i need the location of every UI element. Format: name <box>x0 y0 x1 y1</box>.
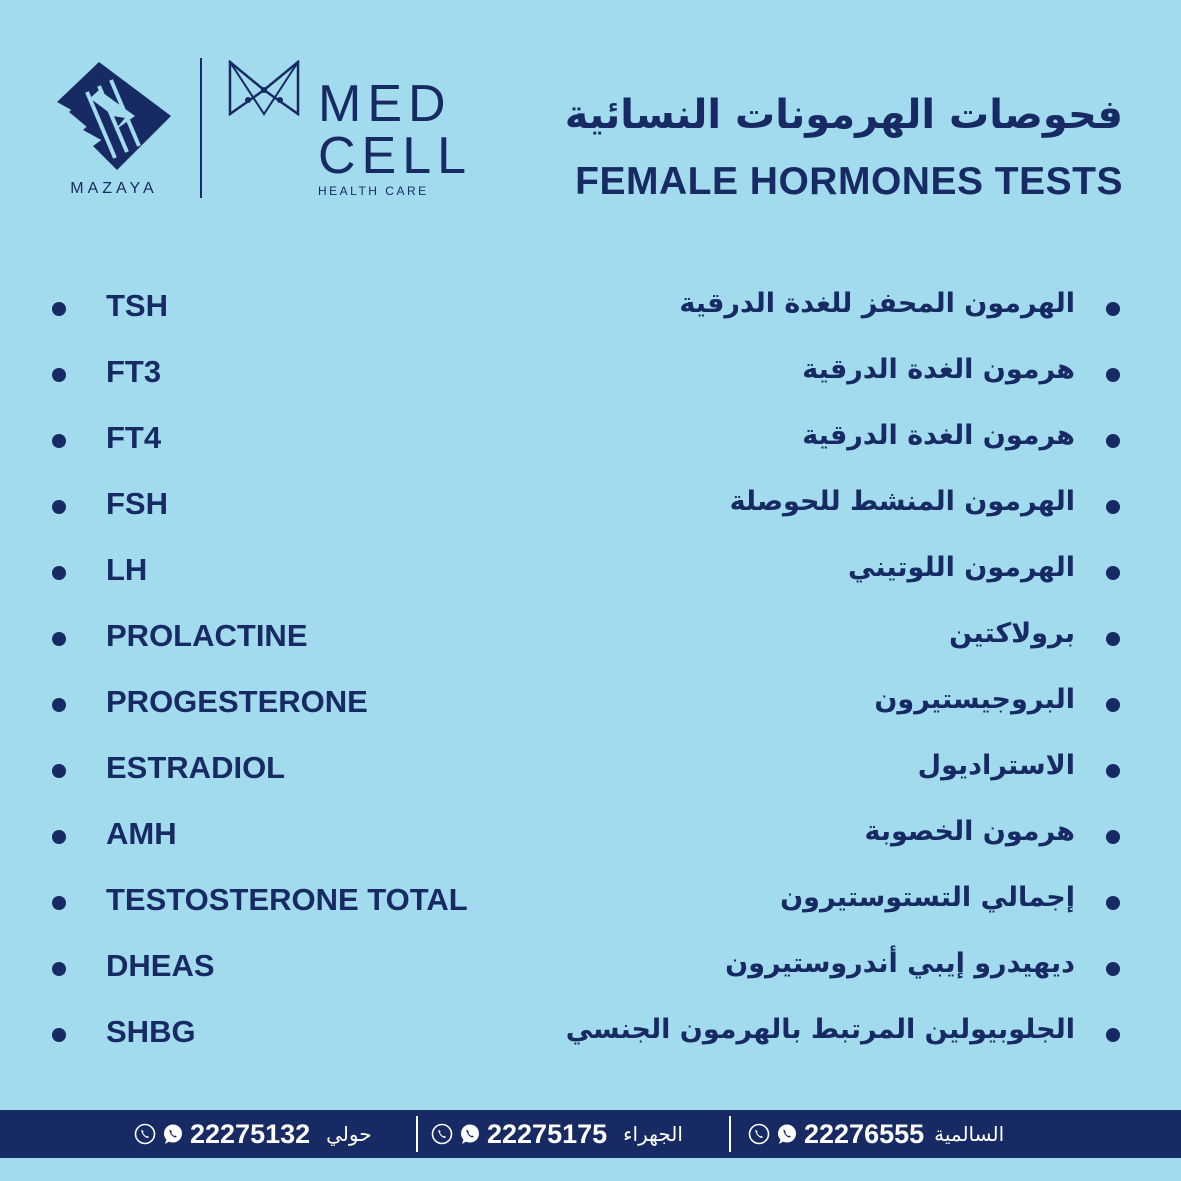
list-item <box>0 604 1181 664</box>
test-name-english: FT4 <box>106 420 162 455</box>
bullet-icon <box>1106 566 1120 580</box>
test-name-english: TSH <box>106 288 168 323</box>
list-item <box>0 538 1181 598</box>
header <box>0 0 1181 230</box>
list-item <box>0 406 1181 466</box>
list-item <box>0 340 1181 400</box>
medcell-wordmark-cell: CELL <box>318 127 473 185</box>
test-name-arabic: الهرمون اللوتيني <box>848 552 1075 583</box>
list-item <box>0 670 1181 730</box>
medcell-tagline: HEALTH CARE <box>318 184 429 198</box>
bullet-icon <box>1106 764 1120 778</box>
test-name-english: DHEAS <box>106 948 215 983</box>
bullet-icon <box>52 962 66 976</box>
bullet-icon <box>52 302 66 316</box>
logo-divider <box>200 58 202 198</box>
whatsapp-icon[interactable] <box>776 1123 798 1145</box>
test-name-arabic: الاستراديول <box>917 750 1075 781</box>
test-name-english: FSH <box>106 486 168 521</box>
test-name-arabic: الجلوبيولين المرتبط بالهرمون الجنسي <box>565 1014 1075 1045</box>
medcell-butterfly-icon <box>228 60 300 116</box>
bullet-icon <box>52 764 66 778</box>
test-name-english: LH <box>106 552 148 587</box>
bullet-icon <box>1106 896 1120 910</box>
bullet-icon <box>52 434 66 448</box>
list-item <box>0 868 1181 928</box>
list-item <box>0 274 1181 334</box>
mazaya-wordmark: MAZAYA <box>70 180 158 197</box>
page-title-arabic: فحوصات الهرمونات النسائية <box>564 92 1123 138</box>
test-name-arabic: هرمون الغدة الدرقية <box>802 354 1075 385</box>
bullet-icon <box>52 368 66 382</box>
branch-jahra <box>431 1110 683 1158</box>
mazaya-logo <box>55 62 173 202</box>
bullet-icon <box>1106 962 1120 976</box>
list-item <box>0 934 1181 994</box>
test-name-arabic: هرمون الخصوبة <box>864 816 1075 847</box>
test-name-arabic: برولاكتين <box>949 618 1075 649</box>
list-item <box>0 736 1181 796</box>
branch-phone[interactable]: 22275132 <box>190 1118 311 1149</box>
phone-icon[interactable] <box>431 1123 453 1145</box>
test-name-english: ESTRADIOL <box>106 750 286 785</box>
medcell-logo <box>226 58 473 203</box>
bullet-icon <box>1106 830 1120 844</box>
list-item <box>0 1000 1181 1060</box>
bullet-icon <box>52 500 66 514</box>
test-name-english: TESTOSTERONE TOTAL <box>106 882 468 917</box>
footer-divider <box>729 1116 731 1152</box>
test-name-english: AMH <box>106 816 177 851</box>
bullet-icon <box>52 698 66 712</box>
phone-icon[interactable] <box>134 1123 156 1145</box>
branch-salmiya <box>748 1110 1004 1158</box>
bullet-icon <box>1106 500 1120 514</box>
branch-name: حولي <box>326 1122 372 1146</box>
branch-phone[interactable]: 22276555 <box>804 1118 925 1149</box>
branch-name: السالمية <box>934 1122 1005 1146</box>
bullet-icon <box>1106 368 1120 382</box>
test-name-english: SHBG <box>106 1014 196 1049</box>
test-name-english: PROLACTINE <box>106 618 308 653</box>
test-name-arabic: إجمالي التستوستيرون <box>780 882 1075 913</box>
whatsapp-icon[interactable] <box>162 1123 184 1145</box>
footer-divider <box>416 1116 418 1152</box>
test-name-arabic: البروجيستيرون <box>874 684 1075 715</box>
test-name-arabic: الهرمون المحفز للغدة الدرقية <box>679 288 1075 319</box>
test-name-arabic: هرمون الغدة الدرقية <box>802 420 1075 451</box>
branch-phone[interactable]: 22275175 <box>487 1118 608 1149</box>
bullet-icon <box>1106 302 1120 316</box>
test-name-english: FT3 <box>106 354 162 389</box>
branch-hawally <box>134 1110 372 1158</box>
bullet-icon <box>52 566 66 580</box>
bullet-icon <box>52 1028 66 1042</box>
branch-name: الجهراء <box>623 1122 683 1146</box>
bullet-icon <box>52 830 66 844</box>
mazaya-mark-icon <box>57 62 171 170</box>
bullet-icon <box>1106 434 1120 448</box>
bullet-icon <box>1106 632 1120 646</box>
bullet-icon <box>52 632 66 646</box>
phone-icon[interactable] <box>748 1123 770 1145</box>
bullet-icon <box>52 896 66 910</box>
footer-contact-bar <box>0 1110 1181 1158</box>
test-name-arabic: ديهيدرو إيبي أندروستيرون <box>725 948 1075 979</box>
bullet-icon <box>1106 1028 1120 1042</box>
page-title-english: FEMALE HORMONES TESTS <box>575 160 1123 203</box>
test-name-arabic: الهرمون المنشط للحوصلة <box>729 486 1075 517</box>
bullet-icon <box>1106 698 1120 712</box>
test-name-english: PROGESTERONE <box>106 684 368 719</box>
medcell-wordmark-med: MED <box>318 75 452 133</box>
list-item <box>0 472 1181 532</box>
whatsapp-icon[interactable] <box>459 1123 481 1145</box>
list-item <box>0 802 1181 862</box>
